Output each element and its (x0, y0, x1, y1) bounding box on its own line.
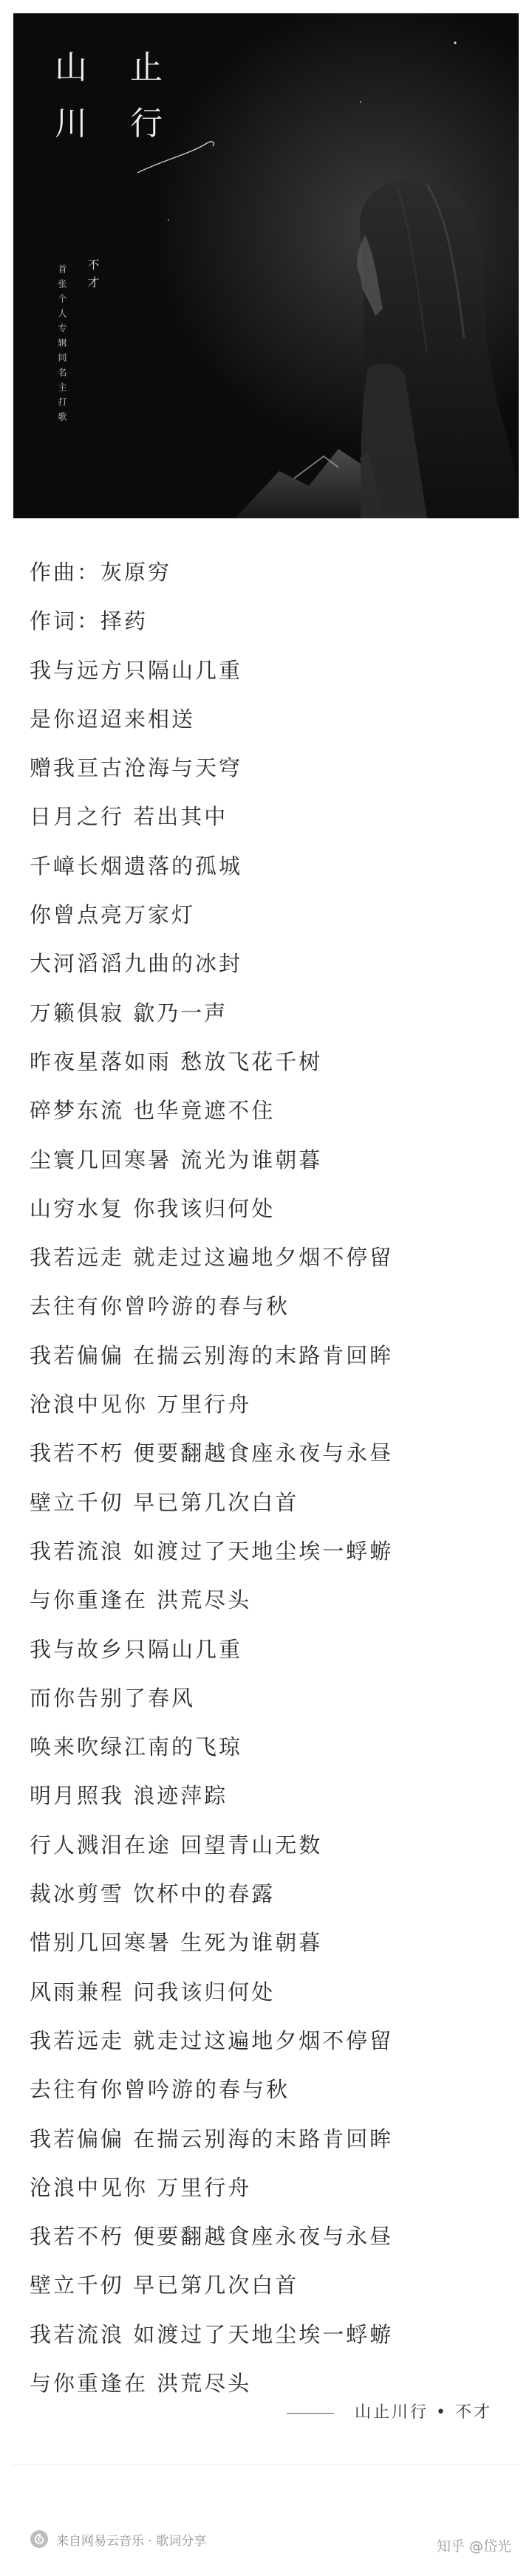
cover-description: 首张个人专辑同名主打歌 (57, 264, 67, 427)
cover-title-line1: 山 止 (55, 49, 179, 86)
lyric-line: 壁立千仞 早已第几次白首 (30, 2273, 299, 2298)
lyric-line: 壁立千仞 早已第几次白首 (30, 1489, 299, 1515)
lyric-line: 大河滔滔九曲的冰封 (30, 951, 243, 977)
lyric-line: 我若偏偏 在揣云别海的末路肯回眸 (30, 2126, 394, 2151)
lyric-line: 我若远走 就走过这遍地夕烟不停留 (30, 1245, 394, 1271)
lyric-line: 我若远走 就走过这遍地夕烟不停留 (30, 2027, 394, 2053)
lyric-line: 我若不朽 便要翻越食座永夜与永昼 (30, 2224, 394, 2250)
lyric-line: 我与故乡只隔山几重 (30, 1636, 243, 1662)
lyric-line: 千嶂长烟遗落的孤城 (30, 853, 243, 879)
cover-title-line2: 川 行 (55, 105, 179, 142)
lyric-line: 作曲：灰原穷 (30, 560, 172, 585)
lyric-line: 昨夜星落如雨 愁放飞花千树 (30, 1048, 323, 1074)
lyrics-list (30, 548, 517, 2408)
lyric-line: 你曾点亮万家灯 (30, 902, 196, 928)
lyric-line: 行人溅泪在途 回望青山无数 (30, 1832, 323, 1858)
lyric-line: 裁冰剪雪 饮杯中的春露 (30, 1881, 276, 1907)
lyric-line: 日月之行 若出其中 (30, 804, 228, 830)
signature-text: 山止川行 • 不才 (355, 2403, 492, 2422)
lyric-line: 惜别几回寒暑 生死为谁朝暮 (30, 1930, 323, 1956)
lyric-line: 明月照我 浪迹萍踪 (30, 1783, 228, 1809)
song-signature (287, 2400, 492, 2422)
lyric-line: 唤来吹绿江南的飞琼 (30, 1734, 243, 1760)
lyric-line: 与你重逢在 洪荒尽头 (30, 2370, 252, 2396)
cover-artist: 不才 (86, 258, 100, 294)
lyric-line: 作词：择药 (30, 608, 149, 634)
source-text: 来自网易云音乐 · 歌词分享 (56, 2533, 207, 2549)
album-cover (13, 13, 519, 518)
share-footer (0, 2465, 532, 2576)
lyric-line: 去往有你曾吟游的春与秋 (30, 1294, 290, 1319)
lyric-line: 我若流浪 如渡过了天地尘埃一蜉蝣 (30, 2321, 394, 2347)
lyric-line: 我与远方只隔山几重 (30, 657, 243, 683)
lyric-line: 碎梦东流 也华竟遮不住 (30, 1098, 276, 1124)
lyric-line: 去往有你曾吟游的春与秋 (30, 2077, 290, 2103)
lyric-line: 山穷水复 你我该归何处 (30, 1195, 276, 1221)
lyric-line: 我若不朽 便要翻越食座永夜与永昼 (30, 1440, 394, 1466)
lyric-line: 尘寰几回寒暑 流光为谁朝暮 (30, 1147, 323, 1172)
lyric-line: 万籁俱寂 歙乃一声 (30, 1000, 228, 1026)
signature-dash (287, 2413, 334, 2414)
lyric-line: 沧浪中见你 万里行舟 (30, 2174, 252, 2200)
lyric-line: 风雨兼程 问我该归何处 (30, 1979, 276, 2005)
lyric-line: 与你重逢在 洪荒尽头 (30, 1587, 252, 1613)
lyric-line: 我若流浪 如渡过了天地尘埃一蜉蝣 (30, 1538, 394, 1564)
lyric-line: 沧浪中见你 万里行舟 (30, 1392, 252, 1418)
lyric-line: 是你迢迢来相送 (30, 706, 196, 732)
netease-music-icon (30, 2529, 49, 2549)
lyric-line: 赠我亘古沧海与天穹 (30, 755, 243, 781)
source-attribution[interactable] (30, 2529, 206, 2549)
lyric-line: 而你告别了春风 (30, 1685, 196, 1711)
zhihu-watermark: 知乎 @岱光 (436, 2538, 511, 2555)
lyric-line: 我若偏偏 在揣云别海的末路肯回眸 (30, 1342, 394, 1368)
